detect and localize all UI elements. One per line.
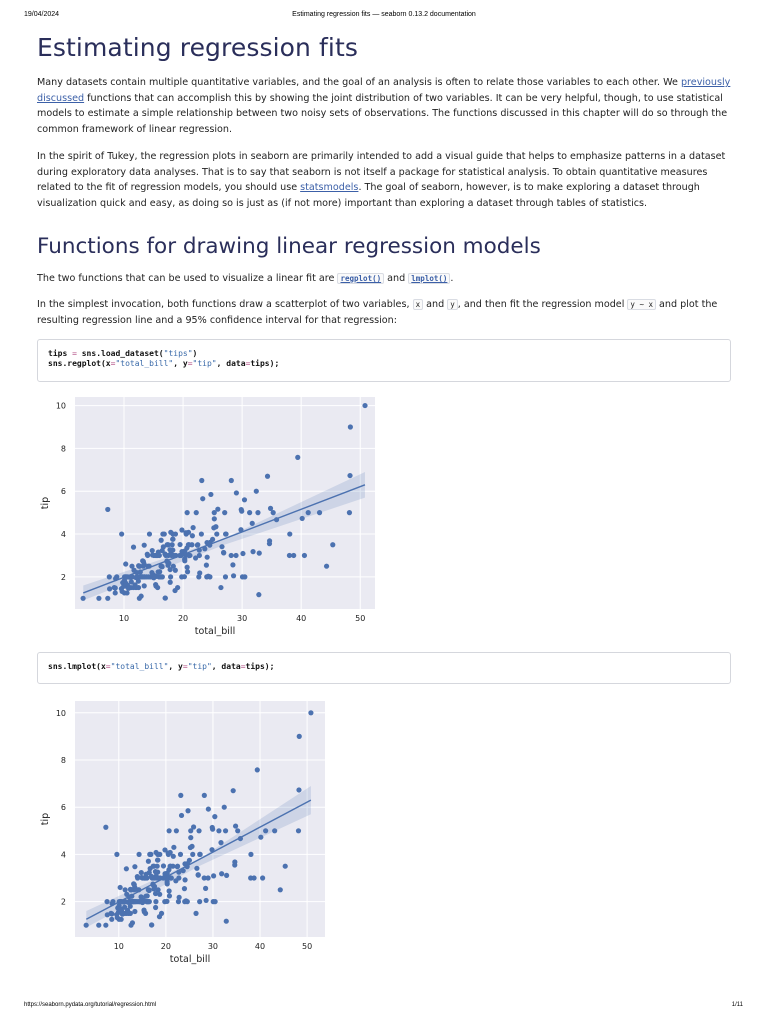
code-token: = [182, 662, 188, 671]
scatter-point [161, 863, 166, 868]
x-tick-label: 40 [254, 942, 266, 951]
y-tick-label: 2 [60, 572, 66, 582]
scatter-point [123, 561, 128, 566]
x-tick-label: 20 [177, 614, 189, 623]
scatter-point [165, 881, 170, 886]
scatter-point [250, 521, 255, 526]
scatter-point [194, 510, 199, 515]
code-token: "tip" [192, 359, 217, 368]
x-tick-label: 50 [355, 614, 366, 623]
scatter-point [182, 574, 187, 579]
scatter-point [159, 538, 164, 543]
y-tick-label: 8 [60, 756, 66, 765]
text: In the simplest invocation, both functions draw a scatterplot of two variables, [37, 299, 413, 310]
scatter-point [139, 870, 144, 875]
scatter-point [317, 510, 322, 515]
scatter-point [204, 563, 209, 568]
print-url: https://seaborn.pydata.org/tutorial/regression.html [24, 1002, 157, 1008]
code-token: , data [216, 359, 246, 368]
scatter-point [223, 531, 228, 536]
scatter-point [160, 574, 165, 579]
scatter-point [185, 565, 190, 570]
text: , and then fit the regression model [457, 299, 628, 310]
scatter-point [208, 492, 213, 497]
scatter-point [177, 542, 182, 547]
scatter-point [287, 531, 292, 536]
scatter-point [255, 767, 260, 772]
scatter-point [302, 553, 307, 558]
code-token: , y [168, 662, 183, 671]
x-tick-label: 20 [160, 942, 171, 951]
scatter-point [175, 585, 180, 590]
y-tick-label: 10 [55, 401, 66, 411]
code-model: y ~ x [627, 299, 656, 310]
y-tick-label: 10 [55, 708, 66, 718]
scatter-point [153, 899, 158, 904]
scatter-point [170, 537, 175, 542]
x-axis-label: total_bill [194, 626, 236, 637]
text: functions that can accomplish this by showing the joint distribution of two variables. It can be very helpful, though, to use statistical models to estimate a simple relationship between two noisy sets of observations. The functions discussed in this chapter will do so through the common framework of linear regression. [37, 92, 728, 135]
scatter-point [150, 548, 155, 553]
code-token: tips [48, 349, 73, 358]
scatter-point [291, 553, 296, 558]
scatter-point [295, 455, 300, 460]
scatter-point [206, 806, 211, 811]
scatter-point [212, 814, 217, 819]
scatter-point [128, 904, 133, 909]
scatter-point [306, 510, 311, 515]
x-tick-label: 30 [237, 614, 248, 623]
scatter-point [171, 854, 176, 859]
scatter-point [185, 569, 190, 574]
scatter-point [96, 596, 101, 601]
scatter-point [216, 828, 221, 833]
scatter-point [182, 877, 187, 882]
scatter-point [189, 542, 194, 547]
scatter-point [229, 478, 234, 483]
scatter-point [186, 530, 191, 535]
scatter-point [157, 569, 162, 574]
scatter-point [132, 864, 137, 869]
scatter-point [197, 553, 202, 558]
scatter-point [347, 473, 352, 478]
text: and [423, 299, 448, 310]
scatter-point [128, 911, 133, 916]
scatter-point [248, 852, 253, 857]
code-token: , data [211, 662, 241, 671]
scatter-point [197, 570, 202, 575]
text: Many datasets contain multiple quantitative variables, and the goal of an analysis is often to relate those variables to each other. We [37, 77, 681, 88]
y-tick-label: 2 [60, 897, 66, 907]
code-token: "tip" [187, 662, 212, 671]
x-tick-label: 10 [113, 942, 124, 951]
scatter-point [113, 585, 118, 590]
scatter-point [218, 840, 223, 845]
scatter-point [119, 917, 124, 922]
scatter-point [148, 852, 153, 857]
code-token: = [187, 359, 193, 368]
scatter-point [167, 893, 172, 898]
scatter-point [296, 828, 301, 833]
scatter-point [212, 516, 217, 521]
scatter-point [231, 788, 236, 793]
scatter-point [188, 835, 193, 840]
scatter-point [223, 828, 228, 833]
code-token: = [110, 359, 116, 368]
code-token: = [105, 662, 111, 671]
scatter-point [205, 555, 210, 560]
code-x: x [413, 299, 424, 310]
scatter-point [187, 858, 192, 863]
scatter-point [221, 550, 226, 555]
code-token: "tips" [163, 349, 193, 358]
scatter-point [224, 919, 229, 924]
scatter-point [162, 531, 167, 536]
scatter-point [190, 852, 195, 857]
scatter-point [199, 478, 204, 483]
regplot-link[interactable]: regplot() [337, 273, 384, 284]
scatter-point [207, 574, 212, 579]
scatter-point [222, 510, 227, 515]
y-tick-label: 6 [60, 803, 66, 813]
scatter-point [130, 920, 135, 925]
scatter-point [219, 544, 224, 549]
scatter-point [233, 823, 238, 828]
scatter-point [105, 507, 110, 512]
scatter-point [213, 524, 218, 529]
scatter-point [105, 596, 110, 601]
statsmodels-link[interactable]: statsmodels [300, 182, 359, 193]
lmplot-link[interactable]: lmplot() [408, 273, 450, 284]
scatter-point [330, 542, 335, 547]
scatter-point [163, 595, 168, 600]
scatter-point [145, 553, 150, 558]
scatter-point [218, 585, 223, 590]
scatter-point [213, 899, 218, 904]
lmplot-figure [30, 696, 340, 968]
scatter-point [191, 824, 196, 829]
scatter-point [215, 507, 220, 512]
text: and plot the resulting regression line and a 95% confidence interval for that regression: [37, 299, 718, 326]
scatter-point [250, 549, 255, 554]
scatter-point [242, 574, 247, 579]
scatter-point [114, 852, 119, 857]
code-token: sns.load_dataset( [76, 349, 164, 358]
scatter-point [143, 911, 148, 916]
text: . [450, 273, 454, 284]
code-token: tips); [250, 359, 280, 368]
print-header [0, 11, 768, 21]
scatter-point [265, 474, 270, 479]
scatter-point [230, 562, 235, 567]
scatter-point [193, 911, 198, 916]
scatter-point [196, 828, 201, 833]
scatter-point [267, 538, 272, 543]
print-footer [0, 1002, 768, 1012]
scatter-point [296, 787, 301, 792]
scatter-point [260, 875, 265, 880]
scatter-point [189, 844, 194, 849]
scatter-point [142, 543, 147, 548]
code-y: y [447, 299, 458, 310]
scatter-point [233, 553, 238, 558]
scatter-point [263, 828, 268, 833]
scatter-point [169, 875, 174, 880]
scatter-point [136, 585, 141, 590]
text: The two functions that can be used to visualize a linear fit are [37, 273, 338, 284]
scatter-point [195, 542, 200, 547]
text: and [384, 273, 409, 284]
scatter-point [203, 886, 208, 891]
scatter-point [113, 590, 118, 595]
print-title: Estimating regression fits — seaborn 0.13.2 documentation [292, 11, 476, 18]
scatter-point [256, 592, 261, 597]
scatter-point [247, 510, 252, 515]
scatter-point [210, 827, 215, 832]
scatter-point [170, 548, 175, 553]
scatter-point [185, 510, 190, 515]
intro-paragraph-1 [37, 75, 731, 137]
scatter-point [136, 852, 141, 857]
scatter-point [278, 887, 283, 892]
scatter-point [235, 828, 240, 833]
scatter-point [242, 497, 247, 502]
code-token: sns.lmplot(x [48, 662, 106, 671]
scatter-point [149, 922, 154, 927]
code-token: "total_bill" [115, 359, 174, 368]
scatter-point [168, 574, 173, 579]
code-token: sns.regplot(x [48, 359, 111, 368]
invocation-paragraph [37, 297, 731, 328]
scatter-point [251, 875, 256, 880]
scatter-point [159, 911, 164, 916]
scatter-point [103, 923, 108, 928]
scatter-point [174, 828, 179, 833]
scatter-point [255, 510, 260, 515]
code-token: , y [173, 359, 188, 368]
scatter-point [96, 923, 101, 928]
scatter-point [107, 574, 112, 579]
scatter-point [123, 887, 128, 892]
x-axis-label: total_bill [169, 954, 211, 965]
print-date: 19/04/2024 [24, 11, 60, 18]
scatter-point [190, 533, 195, 538]
scatter-point [104, 899, 109, 904]
scatter-point [199, 531, 204, 536]
scatter-point [173, 568, 178, 573]
y-tick-label: 4 [60, 530, 66, 540]
x-tick-label: 30 [207, 942, 219, 951]
scatter-point [124, 590, 129, 595]
scatter-point [176, 875, 181, 880]
scatter-point [84, 923, 89, 928]
code-token: "total_bill" [110, 662, 169, 671]
scatter-point [147, 531, 152, 536]
scatter-point [178, 852, 183, 857]
scatter-point [196, 873, 201, 878]
scatter-point [118, 885, 123, 890]
scatter-point [240, 551, 245, 556]
code-token: ) [192, 349, 198, 358]
scatter-point [182, 558, 187, 563]
scatter-point [107, 586, 112, 591]
page-title: Estimating regression fits [37, 33, 358, 62]
scatter-point [254, 489, 259, 494]
scatter-point [223, 574, 228, 579]
scatter-point [157, 553, 162, 558]
y-axis-label: tip [40, 496, 51, 510]
scatter-point [155, 585, 160, 590]
scatter-point [272, 828, 277, 833]
scatter-point [239, 509, 244, 514]
scatter-point [142, 583, 147, 588]
scatter-point [219, 871, 224, 876]
code-token: = [245, 359, 251, 368]
scatter-point [200, 496, 205, 501]
scatter-point [179, 813, 184, 818]
scatter-point [119, 531, 124, 536]
scatter-point [214, 531, 219, 536]
scatter-point [103, 825, 108, 830]
code-token: = [240, 662, 246, 671]
scatter-point [157, 892, 162, 897]
scatter-point [234, 490, 239, 495]
previously-discussed-link[interactable]: previously discussed [37, 77, 731, 104]
scatter-point [145, 893, 150, 898]
regplot-figure [30, 392, 390, 642]
scatter-point [168, 580, 173, 585]
scatter-point [211, 873, 216, 878]
y-axis-label: tip [40, 812, 51, 826]
section-heading: Functions for drawing linear regression models [37, 234, 541, 259]
scatter-point [171, 845, 176, 850]
scatter-point [167, 828, 172, 833]
scatter-point [80, 596, 85, 601]
y-tick-label: 6 [60, 487, 66, 497]
x-tick-label: 50 [302, 942, 313, 951]
scatter-point [182, 886, 187, 891]
text: . The goal of seaborn, however, is to make exploring a dataset through visualization quick and easy, as doing so is just as (if not more) important than exploring a dataset through tables of statistics. [37, 182, 700, 209]
scatter-point [147, 899, 152, 904]
code-block-regplot[interactable] [37, 339, 731, 382]
scatter-point [155, 857, 160, 862]
scatter-point [109, 917, 114, 922]
code-token: tips); [245, 662, 275, 671]
scatter-point [109, 911, 114, 916]
scatter-point [362, 403, 367, 408]
scatter-point [232, 859, 237, 864]
text: In the spirit of Tukey, the regression plots in seaborn are primarily intended to add a visual guide that helps to emphasize patterns in a dataset during exploratory data analyses. That is to say that seaborn is not itself a package for statistical analysis. To obtain quantitative measures related to the fit of regression models, you should use [37, 151, 726, 193]
scatter-point [155, 870, 160, 875]
y-tick-label: 4 [60, 850, 66, 860]
scatter-point [155, 887, 160, 892]
scatter-point [147, 888, 152, 893]
scatter-point [229, 553, 234, 558]
scatter-point [308, 710, 313, 715]
scatter-point [164, 899, 169, 904]
scatter-point [348, 424, 353, 429]
scatter-point [173, 531, 178, 536]
intro-paragraph-2 [37, 149, 731, 211]
scatter-point [132, 909, 137, 914]
scatter-point [178, 793, 183, 798]
scatter-point [198, 852, 203, 857]
scatter-point [231, 573, 236, 578]
scatter-point [153, 905, 158, 910]
scatter-point [160, 564, 165, 569]
scatter-point [194, 866, 199, 871]
scatter-point [155, 864, 160, 869]
y-tick-label: 8 [60, 444, 66, 454]
scatter-point [210, 537, 215, 542]
scatter-point [205, 875, 210, 880]
scatter-point [146, 859, 151, 864]
scatter-point [300, 516, 305, 521]
scatter-point [144, 875, 149, 880]
code-token: = [72, 349, 77, 358]
scatter-point [185, 808, 190, 813]
scatter-point [124, 866, 129, 871]
scatter-point [202, 793, 207, 798]
scatter-point [197, 899, 202, 904]
code-block-lmplot[interactable] [37, 652, 731, 684]
scatter-point [222, 805, 227, 810]
scatter-point [167, 888, 172, 893]
scatter-point [191, 525, 196, 530]
scatter-point [170, 542, 175, 547]
x-tick-label: 40 [296, 614, 307, 623]
scatter-point [257, 551, 262, 556]
scatter-point [175, 864, 180, 869]
scatter-point [224, 873, 229, 878]
scatter-point [131, 545, 136, 550]
scatter-point [271, 510, 276, 515]
scatter-point [258, 835, 263, 840]
scatter-point [157, 852, 162, 857]
functions-paragraph [37, 271, 731, 287]
scatter-point [297, 734, 302, 739]
scatter-point [204, 898, 209, 903]
scatter-point [139, 594, 144, 599]
scatter-point [324, 564, 329, 569]
scatter-point [283, 864, 288, 869]
scatter-point [185, 899, 190, 904]
scatter-point [347, 510, 352, 515]
scatter-point [268, 506, 273, 511]
scatter-point [177, 895, 182, 900]
x-tick-label: 10 [118, 614, 130, 623]
page-count: 1/11 [731, 1002, 743, 1008]
scatter-point [187, 553, 192, 558]
